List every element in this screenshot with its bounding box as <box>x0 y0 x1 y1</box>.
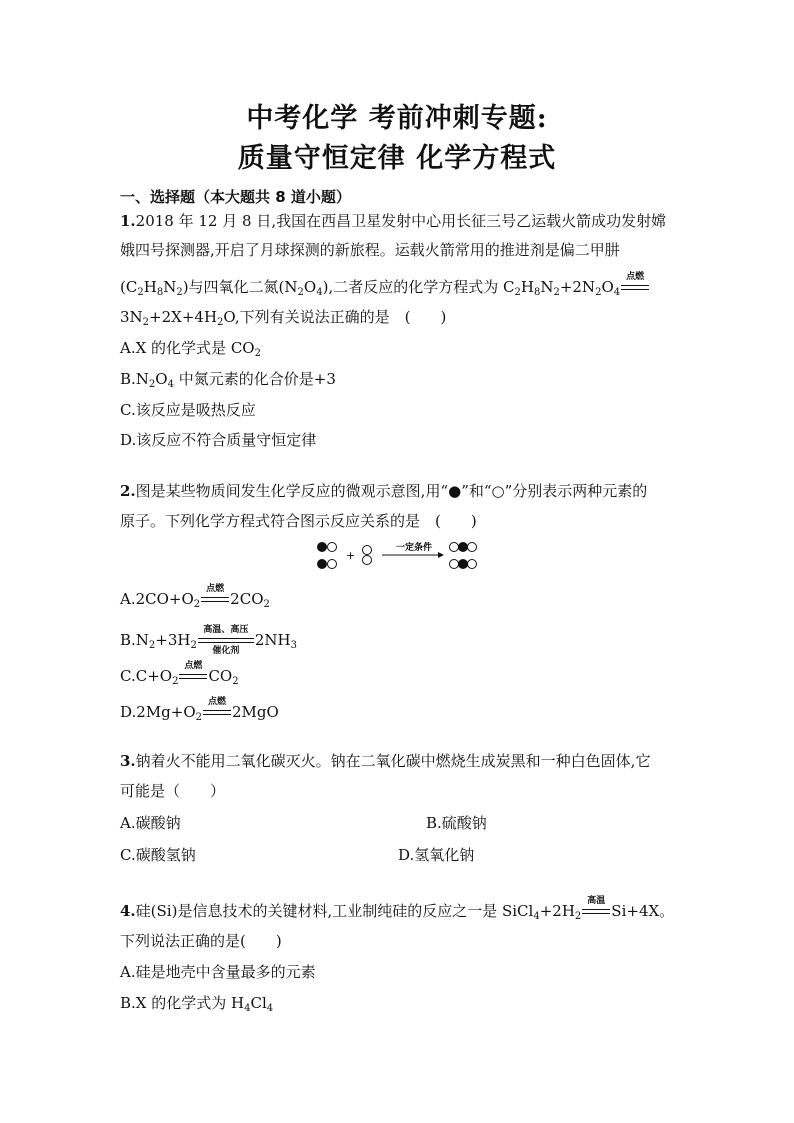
q1-option-d: D.该反应不符合质量守恒定律 <box>120 431 317 449</box>
title-line-2: 质量守恒定律 化学方程式 <box>237 143 557 174</box>
q1-option-b: $B.N_2O_4$ 中氮元素的化合价是+3 <box>120 370 336 390</box>
q3-option-d: D.氢氧化钠 <box>398 846 475 864</box>
q4-option-b: B.X 的化学式为 $H_4Cl_4$ <box>120 994 274 1014</box>
q2-line-1: 2.图是某些物质间发生化学反应的微观示意图,用“●”和“○”分别表示两种元素的 <box>120 482 648 500</box>
q2c-reaction-sign: 点燃 <box>179 669 207 683</box>
plus-sign: + <box>346 549 356 562</box>
q1-option-c: C.该反应是吸热反应 <box>120 401 256 419</box>
q4-number: 4. <box>120 902 136 920</box>
q1-number: 1. <box>120 212 136 230</box>
q1-line-1 <box>120 210 666 231</box>
q4-option-a: A.硅是地壳中含量最多的元素 <box>120 963 316 981</box>
q1-line-2: 娥四号探测器,开启了月球探测的新旅程。运载火箭常用的推进剂是偏二甲肼 <box>120 241 620 259</box>
q3-number: 3. <box>120 752 136 770</box>
q2-option-d: $D.2Mg+O_2$ 点燃 2MgO <box>120 697 279 723</box>
product-molecules <box>450 542 477 569</box>
q2d-reaction-sign: 点燃 <box>203 705 231 719</box>
q1-line-3: $(C_2H_8N_2)$与四氧化二氮$(N_2O_4)$,二者反应的化学方程式为 $C_2H_8N_2+2N_2O_4$ 点燃 <box>120 276 650 297</box>
arrow-condition: 一定条件 <box>396 543 433 553</box>
q2-option-b: $B.N_2+3H_2$ 高温、高压 催化剂 $2NH_3$ <box>120 625 297 656</box>
section-heading: 一、选择题（本大题共 8 道小题） <box>120 188 351 206</box>
q3-option-b: B.硫酸钠 <box>426 814 487 832</box>
q2-option-a: $A.2CO+O_2$ 点燃 $2CO_2$ <box>120 584 270 610</box>
q3-option-c: C.碳酸氢钠 <box>120 846 196 864</box>
q2-option-c: $C.C+O_2$ 点燃 $CO_2$ <box>120 661 239 687</box>
q1-reaction-sign: 点燃 <box>621 280 649 294</box>
reactant-molecules <box>317 542 337 569</box>
q3-option-a: A.碳酸钠 <box>120 814 181 832</box>
q4-reaction-sign: 高温 <box>582 904 610 918</box>
q3-line-1: 3.钠着火不能用二氧化碳灭火。钠在二氧化碳中燃烧生成炭黑和一种白色固体,它 <box>120 752 651 770</box>
q3-line-2: 可能是（ ） <box>120 782 226 800</box>
q2a-reaction-sign: 点燃 <box>201 592 229 606</box>
q2-number: 2. <box>120 482 136 500</box>
q2-line-2: 原子。下列化学方程式符合图示反应关系的是 ( ) <box>120 512 477 530</box>
q4-line-2: 下列说法正确的是( ) <box>120 932 282 950</box>
q1-text-1: 2018 年 12 月 8 日,我国在西昌卫星发射中心用长征三号乙运载火箭成功发射嫦 <box>135 212 667 230</box>
q1-line-4: $3N_2+2X+4H_2O$,下列有关说法正确的是 ( ) <box>120 308 447 328</box>
q2b-reaction-sign: 高温、高压 催化剂 <box>198 633 254 647</box>
oxygen-molecule <box>363 546 372 565</box>
title-line-1: 中考化学 考前冲刺专题: <box>246 103 548 134</box>
reaction-diagram <box>314 537 484 573</box>
q4-line-1: 4.硅(Si)是信息技术的关键材料,工业制纯硅的反应之一是 $SiCl_4+2H_2$ 高温 Si+4X。 <box>120 896 675 922</box>
q1-option-a: A.X 的化学式是 $CO_2$ <box>120 339 261 359</box>
